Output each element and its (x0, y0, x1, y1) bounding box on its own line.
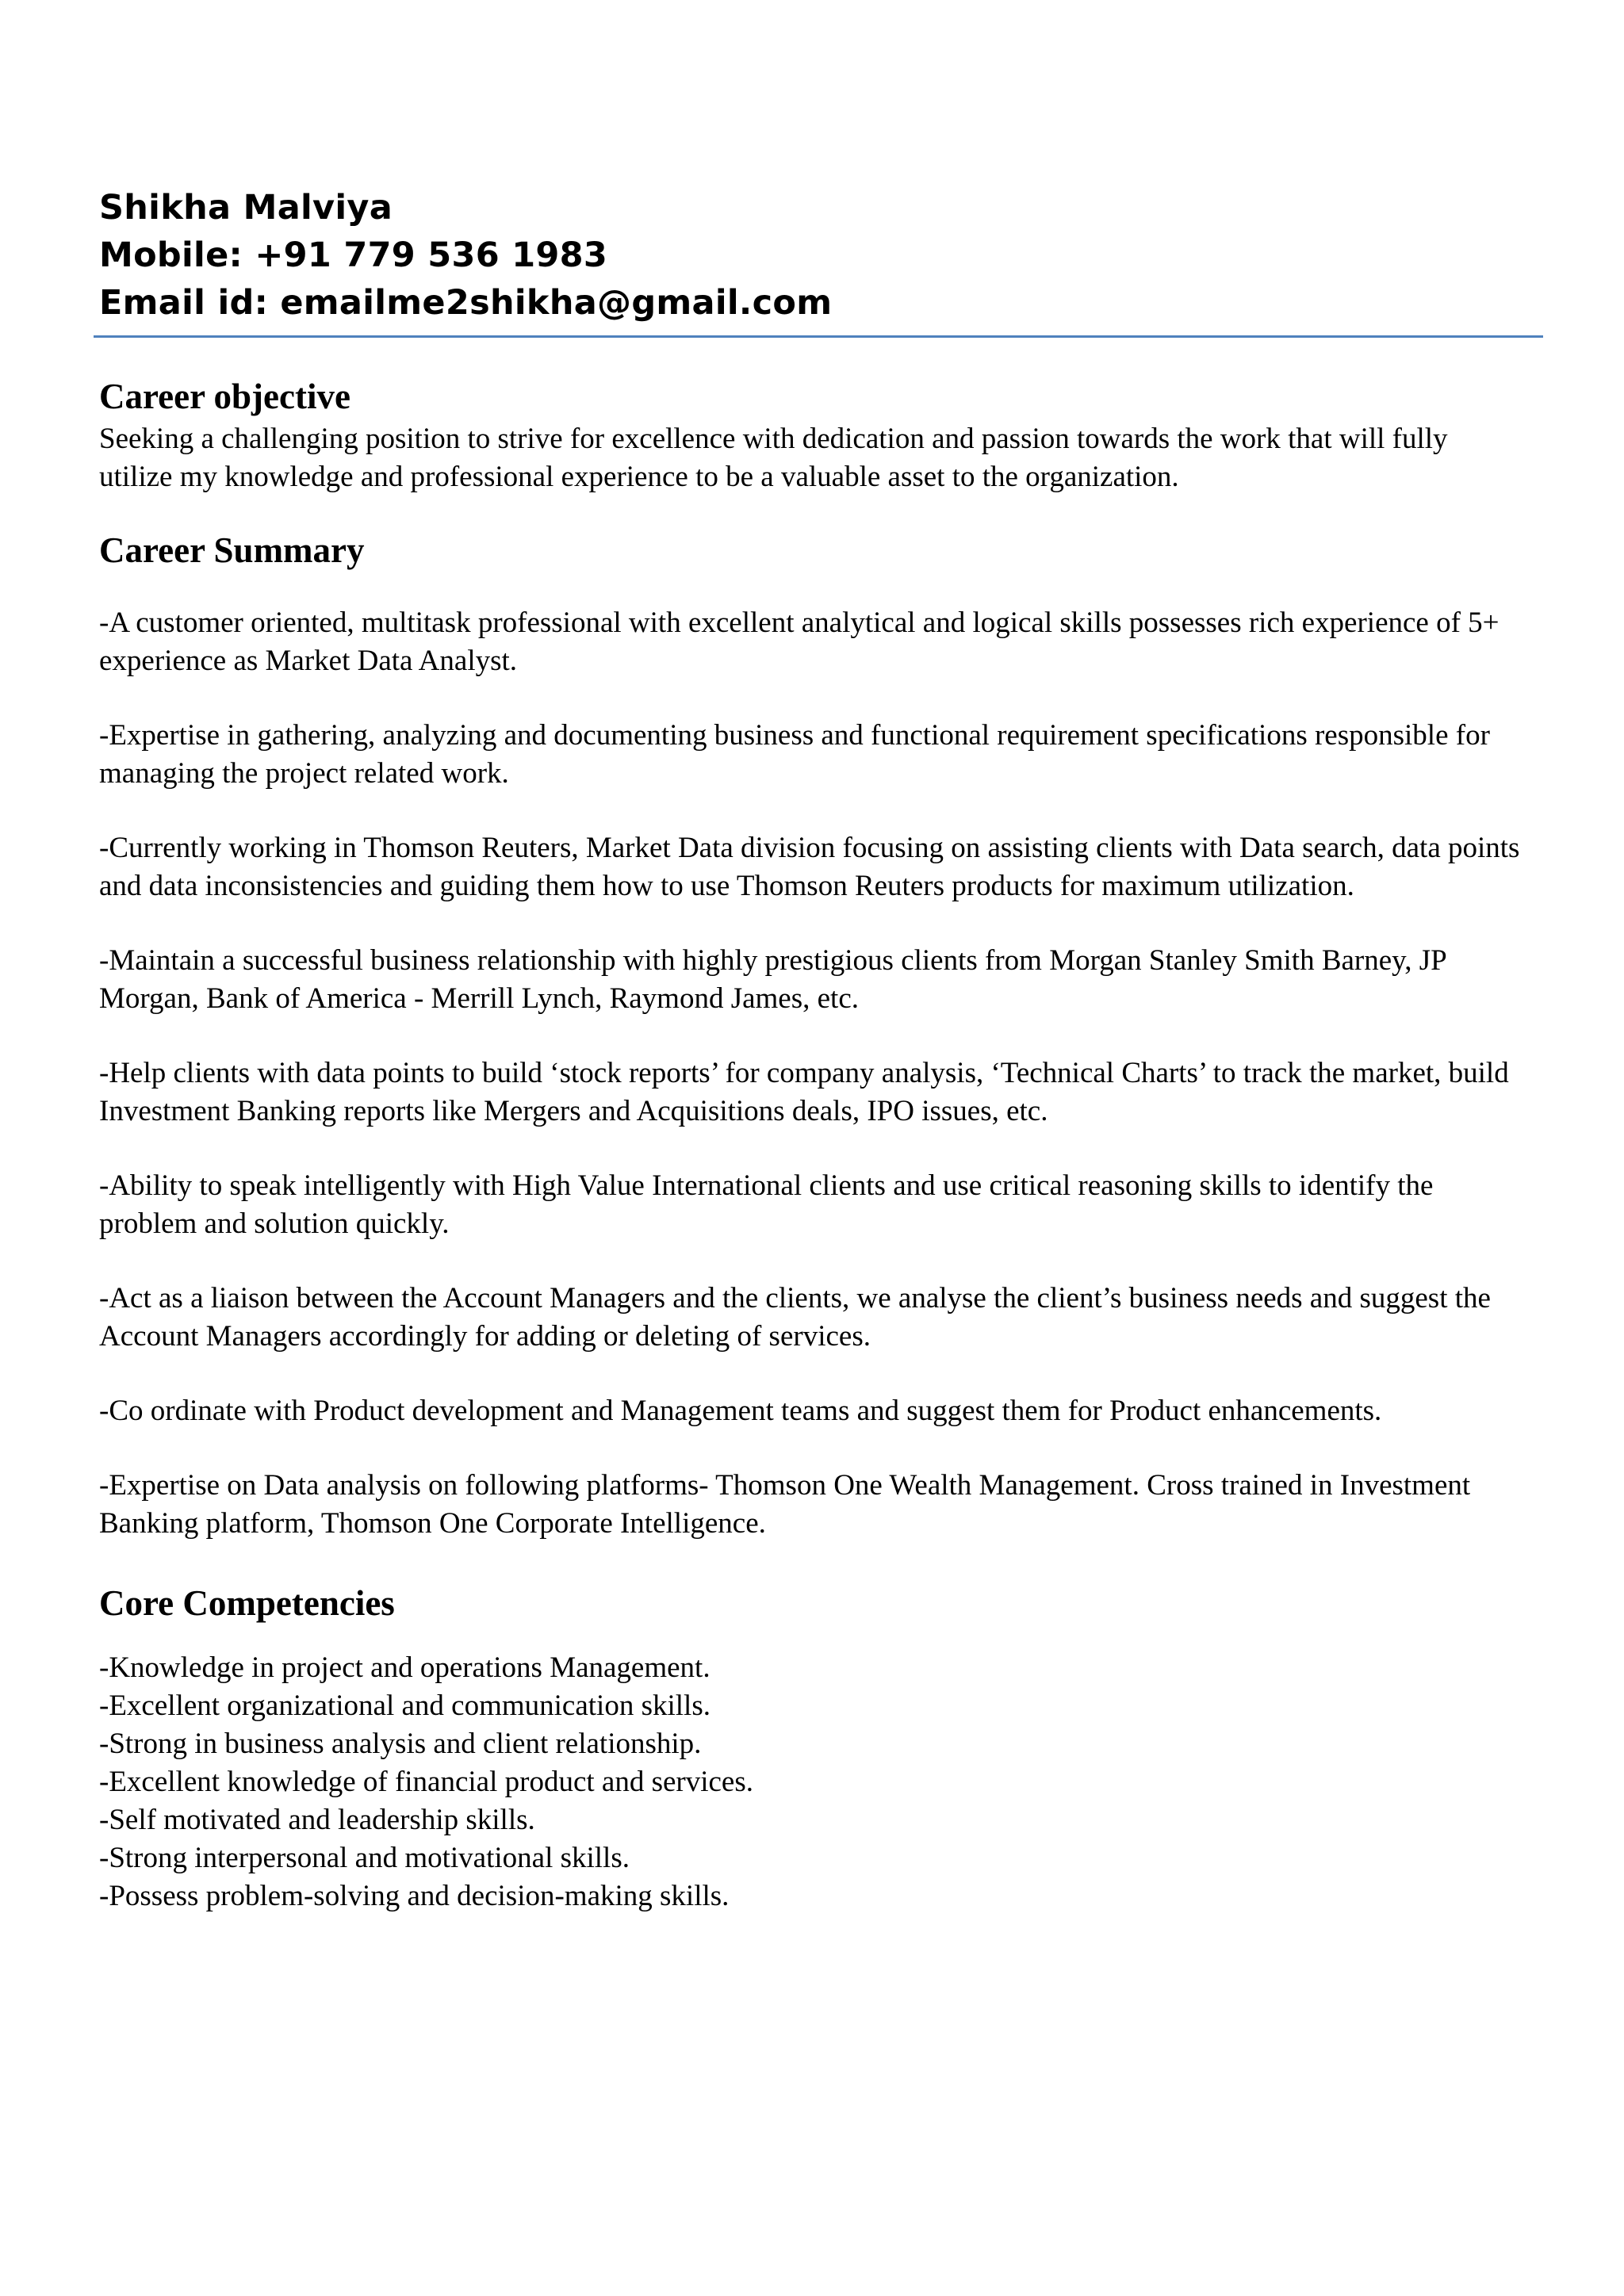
competency-item: -Knowledge in project and operations Management. (99, 1651, 710, 1684)
competency-item: -Strong in business analysis and client relationship. (99, 1728, 702, 1760)
core-competencies-list (99, 1649, 1526, 1915)
summary-item: -Co ordinate with Product development and Management teams and suggest them for Product enhancements. (99, 1395, 1382, 1427)
core-competencies-heading: Core Competencies (99, 1583, 395, 1623)
contact-header (99, 184, 1511, 327)
resume-body (99, 373, 1526, 1915)
career-summary-heading: Career Summary (99, 530, 365, 570)
mobile-number: Mobile: +91 779 536 1983 (99, 235, 608, 275)
email-address: Email id: emailme2shikha@gmail.com (99, 283, 833, 323)
competency-item: -Excellent organizational and communication skills. (99, 1689, 710, 1722)
career-summary-list (99, 604, 1526, 1543)
competency-item: -Possess problem-solving and decision-making skills. (99, 1880, 730, 1912)
competency-item: -Excellent knowledge of financial product and services. (99, 1766, 753, 1798)
competency-item: -Strong interpersonal and motivational skills. (99, 1842, 630, 1874)
header-divider (94, 335, 1543, 338)
summary-item: -Help clients with data points to build ‘stock reports’ for company analysis, ‘Technical Charts’ to track the market, build Investment Banking reports like Mergers and Acquisitions deals, IPO issues, etc. (99, 1057, 1509, 1127)
summary-item: -Maintain a successful business relationship with highly prestigious clients from Morgan Stanley Smith Barney, JP Morgan, Bank of America - Merrill Lynch, Raymond James, etc. (99, 944, 1446, 1015)
summary-item: -Expertise in gathering, analyzing and documenting business and functional requirement specifications responsible for managing the project related work. (99, 719, 1490, 790)
summary-item: -Ability to speak intelligently with High Value International clients and use critical reasoning skills to identify the problem and solution quickly. (99, 1169, 1434, 1240)
candidate-name: Shikha Malviya (99, 188, 393, 228)
summary-item: -A customer oriented, multitask professional with excellent analytical and logical skills possesses rich experience of 5+ experience as Market Data Analyst. (99, 607, 1500, 677)
summary-item: -Currently working in Thomson Reuters, Market Data division focusing on assisting clients with Data search, data points and data inconsistencies and guiding them how to use Thomson Reuters products for maximum utilization. (99, 832, 1520, 902)
career-objective-text: Seeking a challenging position to strive for excellence with dedication and passion towards the work that will fully utilize my knowledge and professional experience to be a valuable asset to the organization. (99, 423, 1448, 493)
competency-item: -Self motivated and leadership skills. (99, 1804, 535, 1836)
summary-item: -Act as a liaison between the Account Managers and the clients, we analyse the client’s business needs and suggest the Account Managers accordingly for adding or deleting of services. (99, 1282, 1491, 1353)
career-objective-heading: Career objective (99, 377, 350, 416)
summary-item: -Expertise on Data analysis on following platforms- Thomson One Wealth Management. Cross trained in Investment Banking platform, Thomson One Corporate Intelligence. (99, 1469, 1471, 1540)
